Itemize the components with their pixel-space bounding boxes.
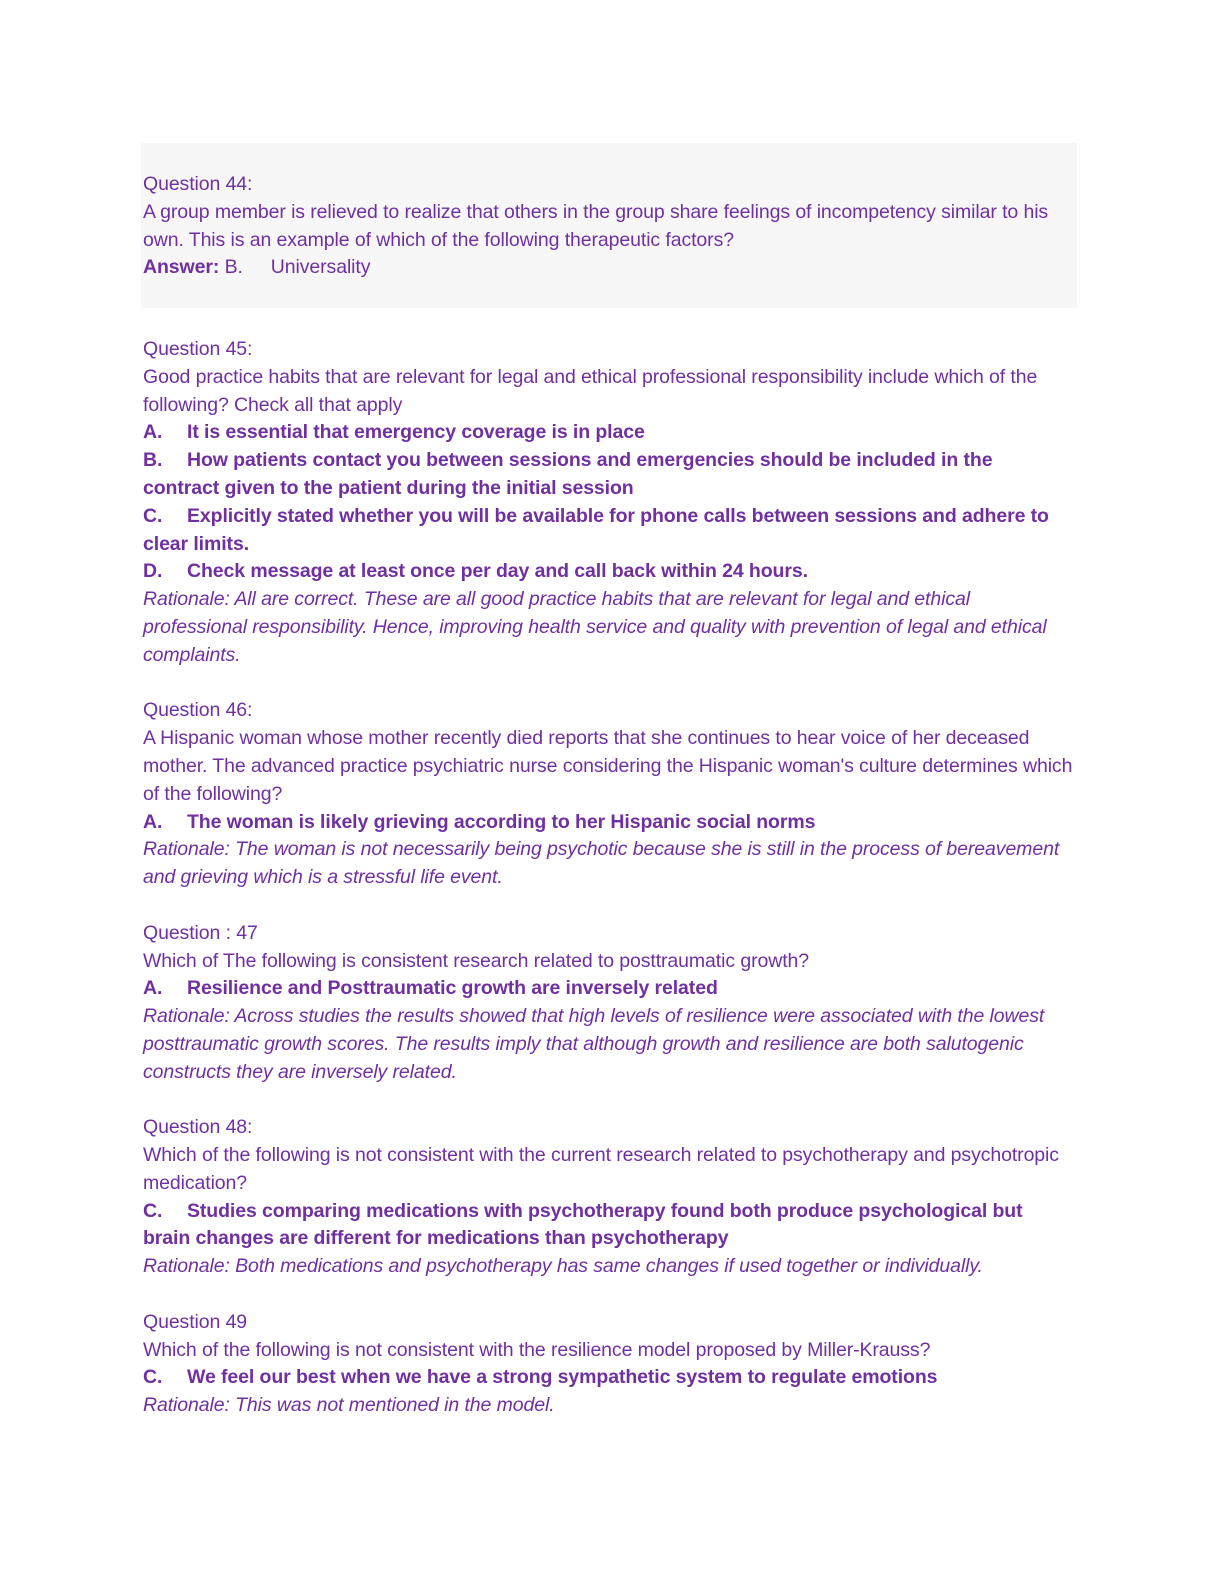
- question-title: Question 44:: [143, 173, 253, 195]
- option-text: It is essential that emergency coverage is in place: [187, 421, 645, 444]
- answer-option: [143, 558, 1073, 586]
- option-text: Explicitly stated whether you will be available for phone calls between sessions and adhere to clear limits.: [143, 504, 1049, 555]
- option-letter: C.: [143, 1366, 163, 1389]
- question-46: [143, 697, 1073, 892]
- answer-option: [143, 447, 1073, 503]
- option-letter: A.: [143, 977, 163, 1000]
- answer-letter: B.: [224, 256, 243, 279]
- question-stem: Which of the following is not consistent with the current research related to psychotherapy and psychotropic medication?: [143, 1144, 1059, 1194]
- question-45: [143, 336, 1073, 670]
- answer-line: [143, 254, 1077, 282]
- question-48: [143, 1114, 1073, 1281]
- document-content: [143, 171, 1073, 1420]
- option-text: The woman is likely grieving according to her Hispanic social norms: [187, 810, 816, 833]
- rationale: Rationale: All are correct. These are all good practice habits that are relevant for legal and ethical professional responsibility. Hence, improving health service and quality with prevention of legal and ethical complaints.: [143, 588, 1047, 666]
- option-letter: B.: [143, 449, 163, 472]
- option-text: Resilience and Posttraumatic growth are inversely related: [187, 977, 718, 1000]
- option-letter: D.: [143, 560, 163, 583]
- question-stem: Which of the following is not consistent with the resilience model proposed by Miller-Krauss?: [143, 1338, 931, 1361]
- rationale: Rationale: This was not mentioned in the model.: [143, 1394, 555, 1417]
- option-text: How patients contact you between sessions and emergencies should be included in the contract given to the patient during the initial session: [143, 449, 993, 499]
- answer-option: [143, 975, 1073, 1003]
- question-title: Question : 47: [143, 921, 258, 944]
- answer-label: Answer:: [143, 256, 220, 279]
- answer-option: [143, 1364, 1073, 1392]
- rationale: Rationale: Across studies the results showed that high levels of resilience were associated with the lowest posttraumatic growth scores. The results imply that although growth and resilience are both salutogenic constructs they are inversely related.: [143, 1005, 1045, 1083]
- question-stem: Which of The following is consistent research related to posttraumatic growth?: [143, 949, 809, 972]
- question-title: Question 49: [143, 1310, 248, 1333]
- option-letter: C.: [143, 504, 163, 527]
- answer-option: [143, 1198, 1073, 1254]
- question-title: Question 48:: [143, 1116, 253, 1139]
- answer-option: [143, 419, 1073, 447]
- question-44: [141, 143, 1077, 308]
- question-title: Question 45:: [143, 337, 253, 360]
- question-title: Question 46:: [143, 699, 253, 722]
- question-stem: A group member is relieved to realize that others in the group share feelings of incompetency similar to his own. This is an example of which of the following therapeutic factors?: [143, 200, 1049, 251]
- option-text: We feel our best when we have a strong sympathetic system to regulate emotions: [187, 1366, 938, 1389]
- answer-option: [143, 503, 1073, 559]
- option-text: Check message at least once per day and call back within 24 hours.: [187, 560, 808, 583]
- question-stem: A Hispanic woman whose mother recently died reports that she continues to hear voice of her deceased mother. The advanced practice psychiatric nurse considering the Hispanic woman's culture determines which of the following?: [143, 727, 1073, 805]
- question-47: [143, 920, 1073, 1087]
- question-stem: Good practice habits that are relevant for legal and ethical professional responsibility include which of the following? Check all that apply: [143, 365, 1038, 416]
- option-letter: C.: [143, 1199, 163, 1222]
- option-letter: A.: [143, 810, 163, 833]
- option-letter: A.: [143, 421, 163, 444]
- rationale: Rationale: Both medications and psychotherapy has same changes if used together or individually.: [143, 1255, 983, 1278]
- answer-text: Universality: [270, 256, 371, 279]
- question-49: [143, 1309, 1073, 1420]
- answer-option: [143, 809, 1073, 837]
- option-text: Studies comparing medications with psychotherapy found both produce psychological but brain changes are different for medications than psychotherapy: [143, 1199, 1023, 1250]
- rationale: Rationale: The woman is not necessarily being psychotic because she is still in the process of bereavement and grieving which is a stressful life event.: [143, 838, 1060, 889]
